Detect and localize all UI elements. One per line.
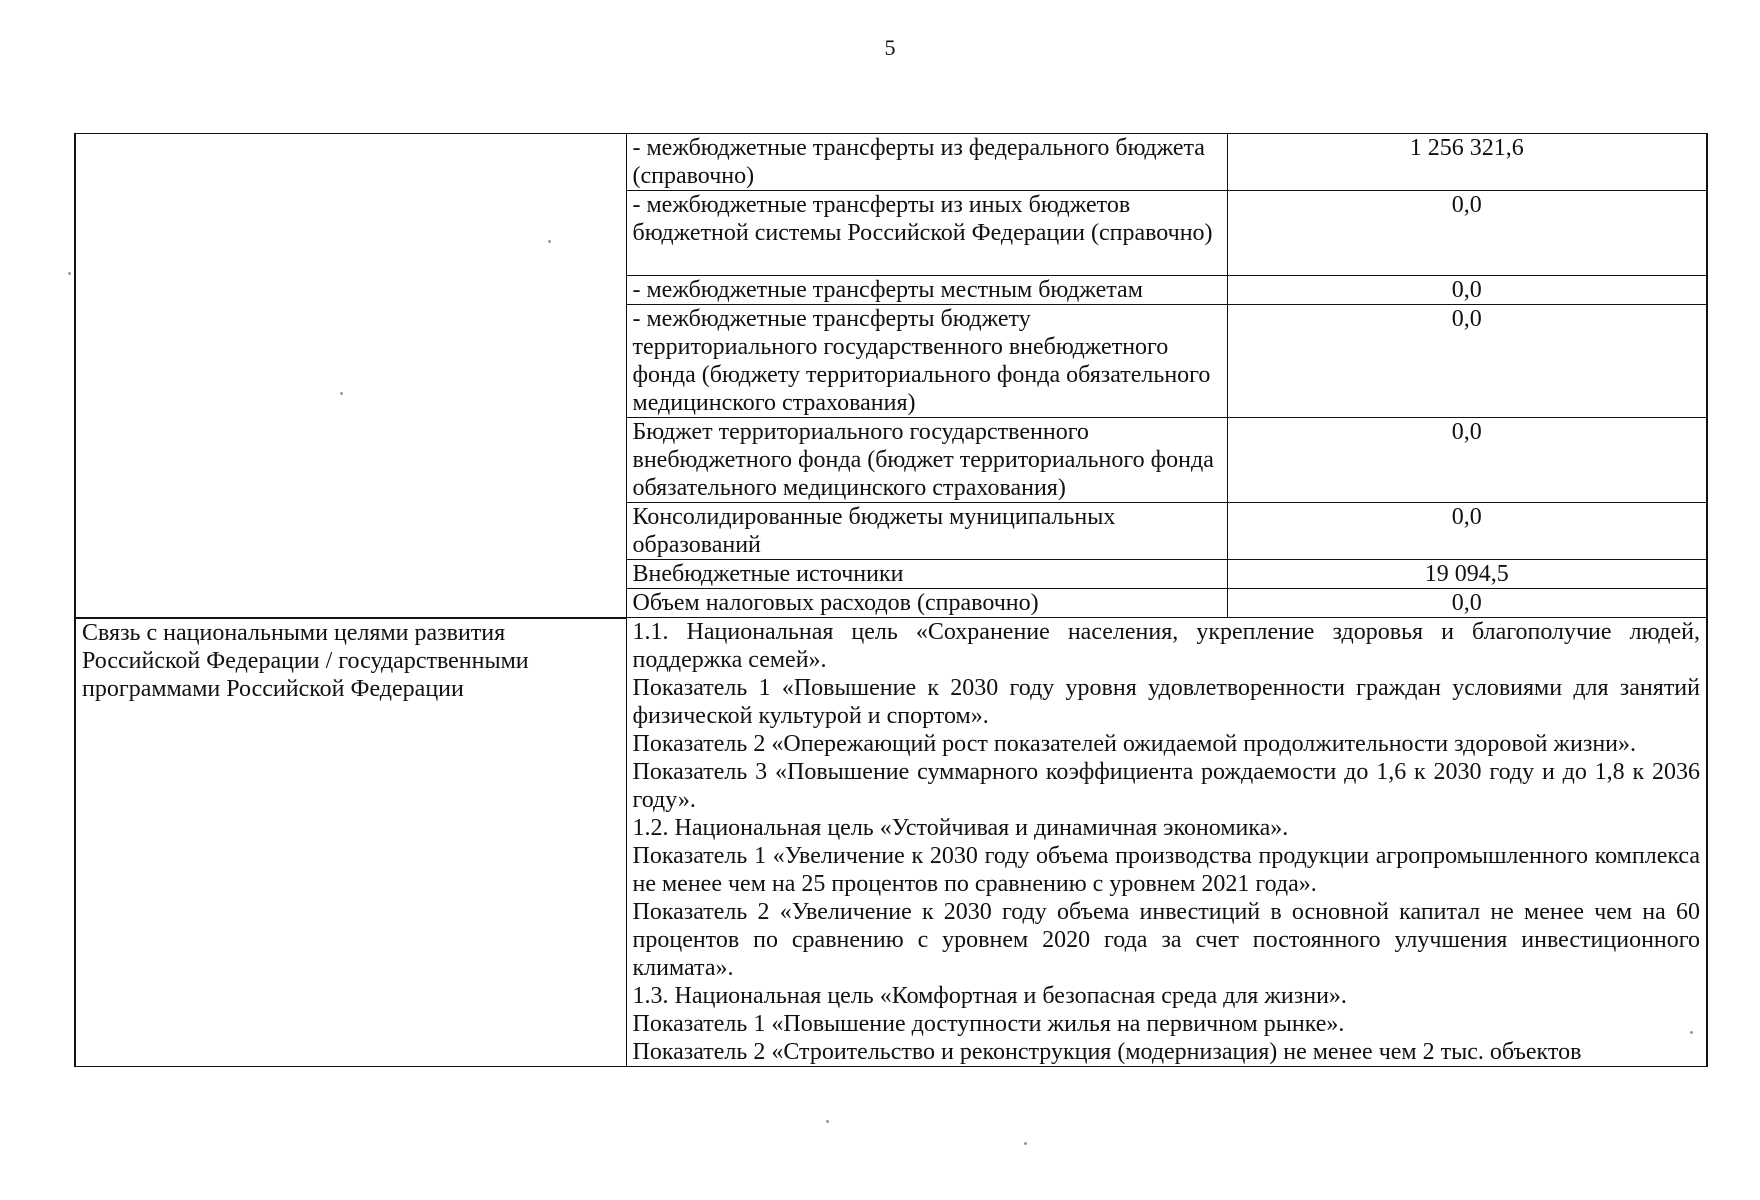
scan-speck xyxy=(826,1120,829,1123)
goal-item: 1.1. Национальная цель «Сохранение населения, укрепление здоровья и благополучие людей, поддержка семей». xyxy=(632,619,1700,673)
indicator-item: Показатель 2 «Увеличение к 2030 году объема инвестиций в основной капитал не менее чем на 60 процентов по сравнению с уровнем 2020 года за счет постоянного улучшения инвестиционного климата». xyxy=(632,899,1700,981)
budget-row-value: 0,0 xyxy=(1227,276,1707,305)
budget-row-value: 0,0 xyxy=(1227,589,1707,618)
budget-row-value: 0,0 xyxy=(1227,418,1707,503)
indicator-item: Показатель 1 «Повышение доступности жилья на первичном рынке». xyxy=(632,1011,1345,1037)
budget-row-label: Консолидированные бюджеты муниципальных образований xyxy=(626,503,1227,560)
budget-row-label: - межбюджетные трансферты бюджету территориального государственного внебюджетного фонда (бюджету территориального фонда обязательного медицинского страхования) xyxy=(626,305,1227,418)
scan-speck xyxy=(1690,1031,1693,1034)
budget-row-value: 1 256 321,6 xyxy=(1227,134,1707,191)
budget-table xyxy=(74,133,1708,1067)
indicator-item: Показатель 1 «Повышение к 2030 году уровня удовлетворенности граждан условиями для занятий физической культурой и спортом». xyxy=(632,675,1700,729)
national-goals-content xyxy=(626,618,1707,1067)
indicator-item: Показатель 2 «Опережающий рост показателей ожидаемой продолжительности здоровой жизни». xyxy=(632,731,1636,757)
budget-row-value: 0,0 xyxy=(1227,191,1707,276)
budget-row-label: Объем налоговых расходов (справочно) xyxy=(626,589,1227,618)
budget-row-label: - межбюджетные трансферты местным бюджетам xyxy=(626,276,1227,305)
budget-row-label: - межбюджетные трансферты из иных бюджетов бюджетной системы Российской Федерации (справочно) xyxy=(626,191,1227,276)
budget-row-label: Бюджет территориального государственного внебюджетного фонда (бюджет территориального фонда обязательного медицинского страхования) xyxy=(626,418,1227,503)
budget-row-label: - межбюджетные трансферты из федерального бюджета (справочно) xyxy=(626,134,1227,191)
budget-row-value: 0,0 xyxy=(1227,305,1707,418)
goal-item: 1.3. Национальная цель «Комфортная и безопасная среда для жизни». xyxy=(632,983,1347,1009)
scan-speck xyxy=(548,240,551,243)
scan-speck xyxy=(1024,1142,1027,1145)
budget-row-value: 0,0 xyxy=(1227,503,1707,560)
indicator-item: Показатель 1 «Увеличение к 2030 году объема производства продукции агропромышленного комплекса не менее чем на 25 процентов по сравнению с уровнем 2021 года». xyxy=(632,843,1700,897)
empty-left-cell xyxy=(75,134,626,618)
table-row xyxy=(75,134,1707,191)
budget-row-value: 19 094,5 xyxy=(1227,560,1707,589)
scan-speck xyxy=(68,272,71,275)
indicator-item-continued: Показатель 2 «Строительство и реконструкция (модернизация) не менее чем 2 тыс. объектов xyxy=(632,1039,1582,1065)
indicator-item: Показатель 3 «Повышение суммарного коэффициента рождаемости до 1,6 к 2030 году и до 1,8 к 2036 году». xyxy=(632,759,1700,813)
page-number: 5 xyxy=(884,35,896,60)
national-goals-heading: Связь с национальными целями развития Российской Федерации / государственными программами Российской Федерации xyxy=(75,618,626,1067)
scan-speck xyxy=(340,392,343,395)
goal-item: 1.2. Национальная цель «Устойчивая и динамичная экономика». xyxy=(632,815,1289,841)
budget-row-label: Внебюджетные источники xyxy=(626,560,1227,589)
table-row xyxy=(75,618,1707,1067)
